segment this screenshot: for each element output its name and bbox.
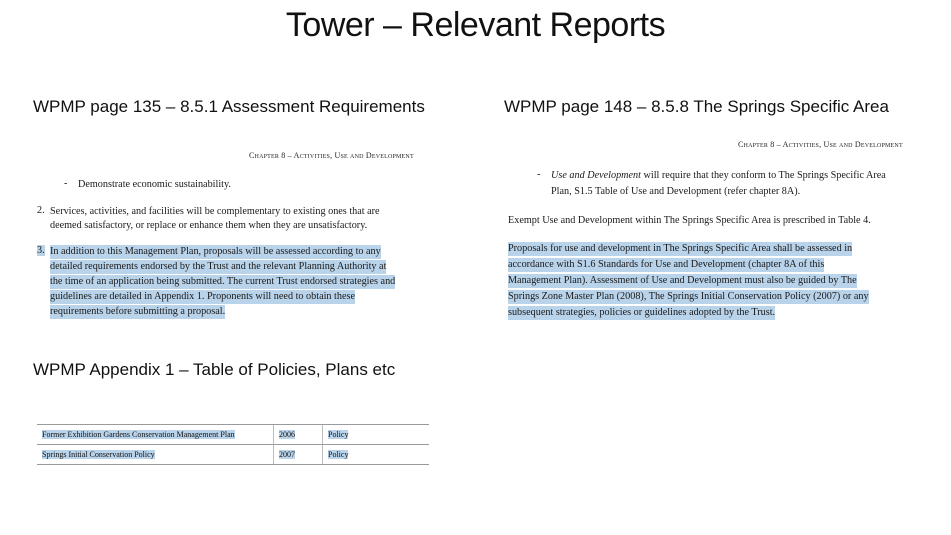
highlight-line: subsequent strategies, policies or guidelines adopted by the Trust. bbox=[508, 307, 776, 318]
exempt-line: Exempt Use and Development within The Springs Specific Area is prescribed in Table 4. bbox=[508, 215, 871, 226]
bullet-line: Use and Development will require that they conform to The Springs Specific Area bbox=[551, 170, 886, 181]
highlight-line: accordance with S1.6 Standards for Use and Development (chapter 8A of this bbox=[508, 259, 825, 270]
policy-type-cell: Policy bbox=[323, 445, 430, 465]
highlight-line: Springs Zone Master Plan (2008), The Springs Initial Conservation Policy (2007) or any bbox=[508, 291, 869, 302]
table-row bbox=[37, 445, 429, 465]
highlight-line: Management Plan). Assessment of Use and Development must also be guided by The bbox=[508, 275, 857, 286]
policy-type-cell: Policy bbox=[323, 425, 430, 445]
item3-number: 3. bbox=[37, 245, 45, 256]
right-section-heading: WPMP page 148 – 8.5.8 The Springs Specific Area bbox=[504, 97, 889, 116]
policy-year-cell: 2007 bbox=[274, 445, 323, 465]
left-chapter-header: Chapter 8 – Activities, Use and Development bbox=[249, 151, 414, 160]
item3-line: the time of an application being submitted. The current Trust endorsed strategies and bbox=[50, 276, 396, 287]
bullet-dash: - bbox=[537, 169, 541, 180]
right-chapter-header: Chapter 8 – Activities, Use and Development bbox=[738, 140, 903, 149]
item3-line: detailed requirements endorsed by the Trust and the relevant Planning Authority at bbox=[50, 261, 387, 272]
left-section-heading: WPMP page 135 – 8.5.1 Assessment Requirements bbox=[33, 97, 425, 116]
item2-number: 2. bbox=[37, 205, 45, 216]
appendix-heading: WPMP Appendix 1 – Table of Policies, Plans etc bbox=[33, 360, 396, 379]
bullet-text: Demonstrate economic sustainability. bbox=[78, 179, 231, 190]
policy-name-cell: Former Exhibition Gardens Conservation Management Plan bbox=[37, 425, 274, 445]
policy-year-cell: 2006 bbox=[274, 425, 323, 445]
highlight-line: Proposals for use and development in The Springs Specific Area shall be assessed in bbox=[508, 243, 853, 254]
item3-line: guidelines are detailed in Appendix 1. Proponents will need to obtain these bbox=[50, 291, 355, 302]
policies-table bbox=[37, 424, 429, 465]
item3-line: In addition to this Management Plan, proposals will be assessed according to any bbox=[50, 246, 381, 257]
bullet-dash: - bbox=[64, 178, 68, 189]
item2-line: deemed satisfactory, or replace or enhance them when they are unsatisfactory. bbox=[50, 220, 368, 231]
bullet-line: Plan, S1.5 Table of Use and Development (refer chapter 8A). bbox=[551, 186, 801, 197]
table-row bbox=[37, 425, 429, 445]
item2-line: Services, activities, and facilities will be complementary to existing ones that are bbox=[50, 206, 380, 217]
item3-line: requirements before submitting a proposal. bbox=[50, 306, 226, 317]
slide-title: Tower – Relevant Reports bbox=[285, 6, 666, 44]
policy-name-cell: Springs Initial Conservation Policy bbox=[37, 445, 274, 465]
